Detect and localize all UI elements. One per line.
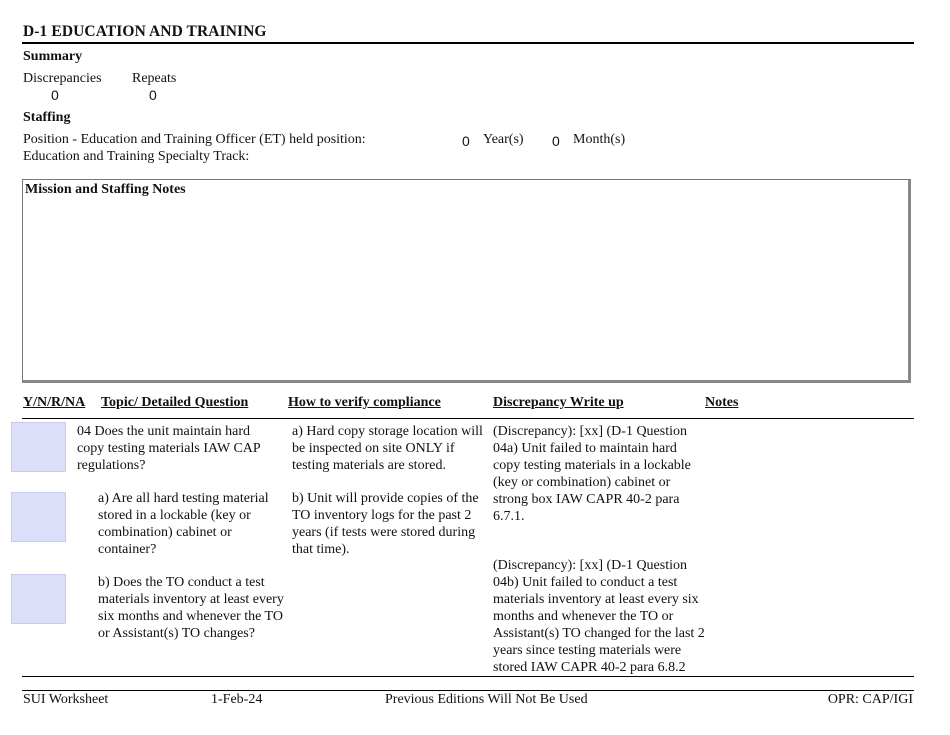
- header-verify: How to verify compliance: [288, 395, 441, 410]
- discrepancy-04b: (Discrepancy): [xx] (D-1 Question 04b) Unit failed to conduct a test materials inventory at least every six months and whenever the TO or Assistant(s) TO changed for the last 2 years since testing materials were stored IAW CAPR 40-2 para 6.8.2: [493, 558, 705, 675]
- summary-heading: Summary: [23, 49, 83, 64]
- mission-staffing-notes-box[interactable]: [22, 179, 911, 383]
- verify-04b: b) Unit will provide copies of the TO inventory logs for the past 2 years (if tests were stored during that time).: [292, 491, 479, 557]
- question-04a: a) Are all hard testing material stored in a lockable (key or combination) cabinet or container?: [98, 491, 269, 557]
- discrepancy-04a: (Discrepancy): [xx] (D-1 Question 04a) Unit failed to maintain hard copy testing materials in a lockable (key or combination) cabinet or strong box IAW CAPR 40-2 para 6.7.1.: [493, 424, 691, 524]
- answer-field-q04b[interactable]: [11, 574, 66, 624]
- answer-field-q04a[interactable]: [11, 492, 66, 542]
- mission-staffing-notes-label: Mission and Staffing Notes: [25, 182, 186, 197]
- years-value[interactable]: 0: [462, 133, 470, 149]
- title-rule: [22, 42, 914, 44]
- question-04b: b) Does the TO conduct a test materials inventory at least every six months and whenever the TO or Assistant(s) TO changes?: [98, 575, 284, 641]
- footer-right: OPR: CAP/IGI: [827, 692, 913, 707]
- months-value[interactable]: 0: [552, 133, 560, 149]
- staffing-heading: Staffing: [23, 110, 71, 125]
- header-discrepancy: Discrepancy Write up: [493, 395, 624, 410]
- discrepancies-value[interactable]: 0: [51, 87, 59, 103]
- answer-field-q04[interactable]: [11, 422, 66, 472]
- header-topic: Topic/ Detailed Question: [101, 395, 249, 410]
- specialty-track-label: Education and Training Specialty Track:: [23, 149, 250, 164]
- question-04: 04 Does the unit maintain hard copy testing materials IAW CAP regulations?: [77, 424, 261, 473]
- footer-date: 1-Feb-24: [211, 692, 263, 707]
- footer-center: Previous Editions Will Not Be Used: [385, 692, 588, 707]
- header-notes: Notes: [705, 395, 739, 410]
- position-label: Position - Education and Training Officer (ET) held position:: [23, 132, 366, 147]
- repeats-label: Repeats: [132, 71, 177, 86]
- header-ynrna: Y/N/R/NA: [23, 395, 86, 410]
- section-title: D-1 EDUCATION AND TRAINING: [23, 23, 267, 40]
- footer-rule: [22, 690, 914, 691]
- months-label: Month(s): [573, 132, 626, 147]
- years-label: Year(s): [483, 132, 524, 147]
- discrepancies-label: Discrepancies: [23, 71, 102, 86]
- repeats-value[interactable]: 0: [149, 87, 157, 103]
- verify-04a: a) Hard copy storage location will be inspected on site ONLY if testing materials are stored.: [292, 424, 483, 473]
- table-bottom-rule: [22, 676, 914, 677]
- header-rule: [22, 418, 914, 419]
- footer-left: SUI Worksheet: [23, 692, 109, 707]
